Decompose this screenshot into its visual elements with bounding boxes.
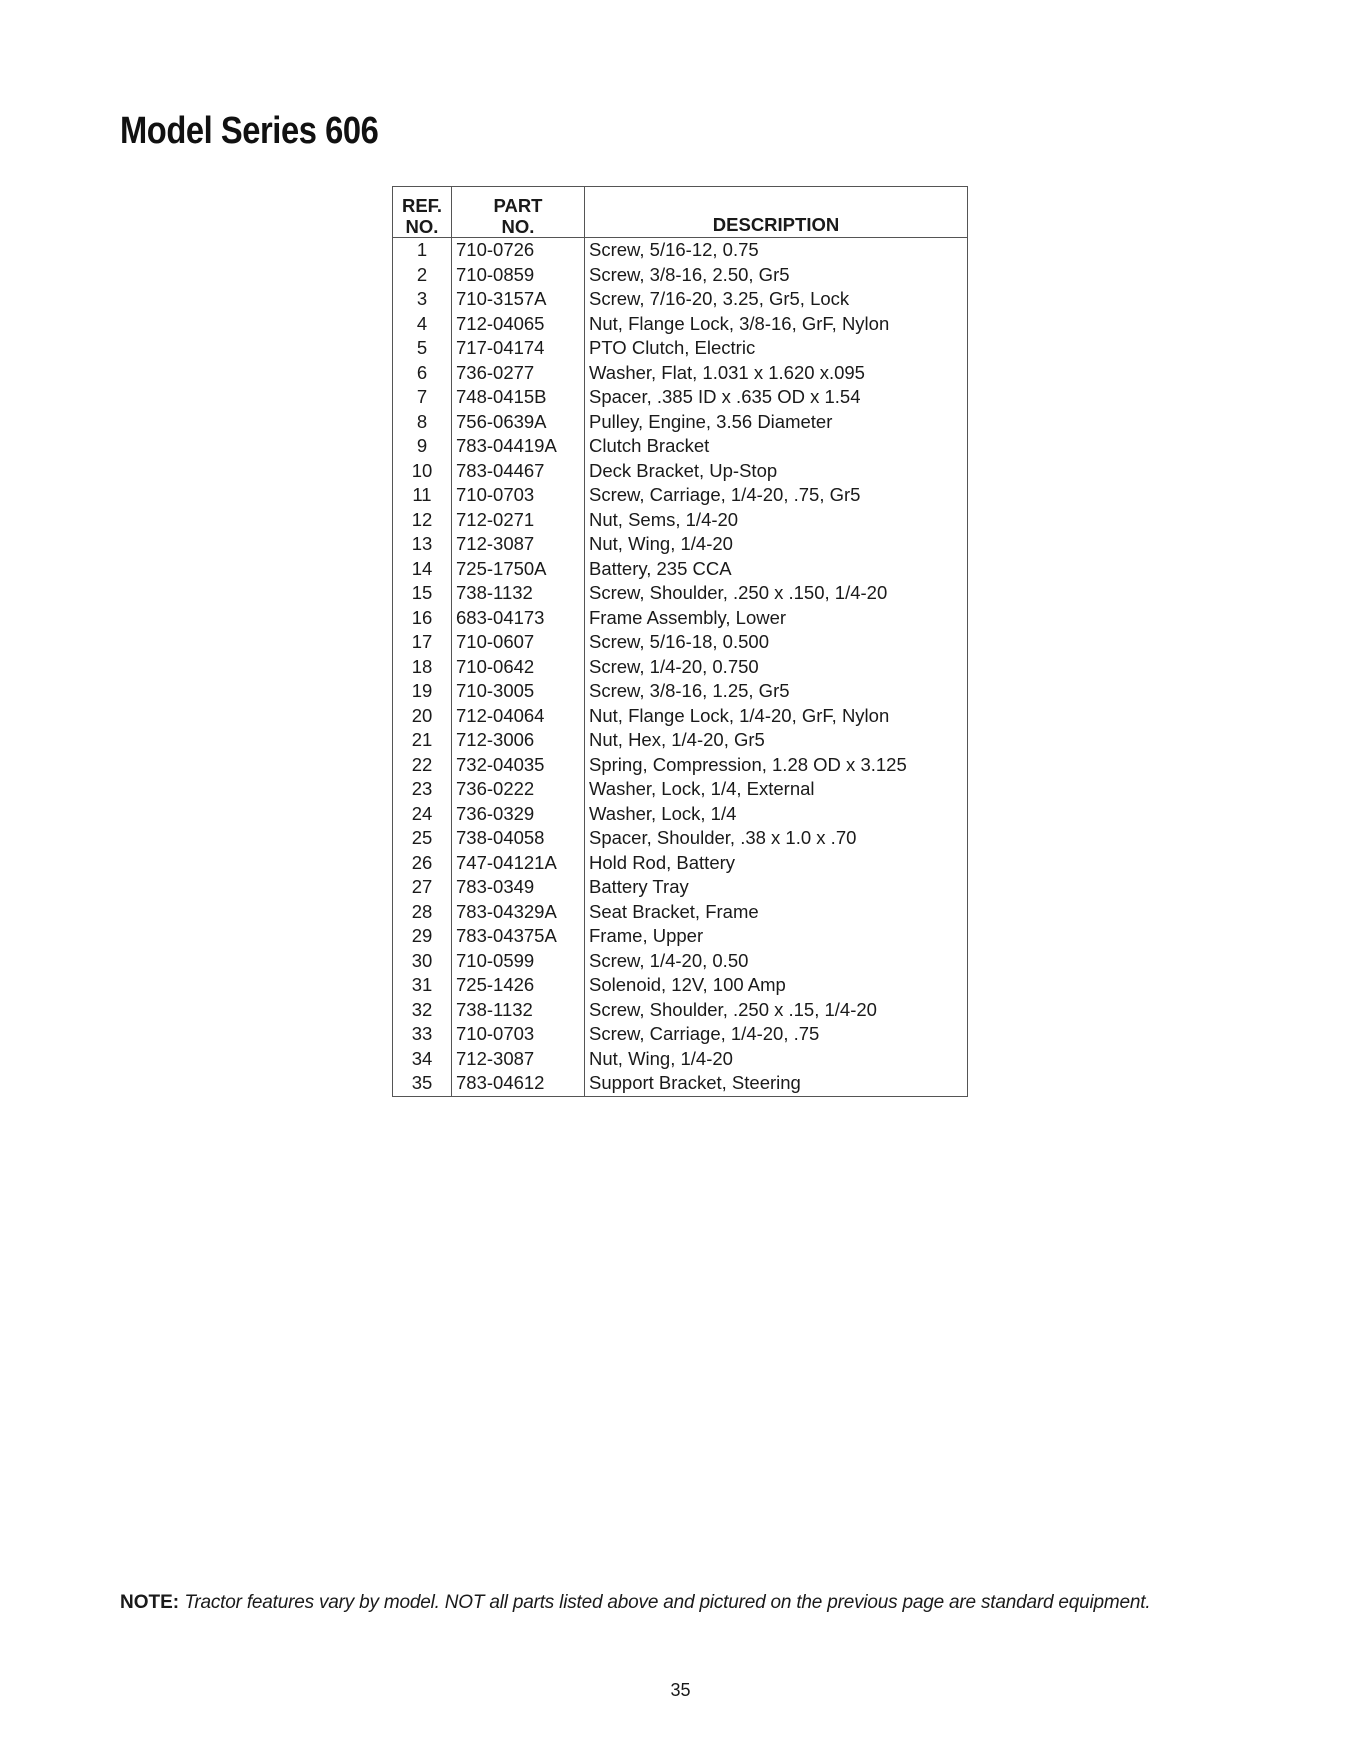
table-row: [393, 459, 968, 484]
table-row: [393, 777, 968, 802]
description-cell: Deck Bracket, Up-Stop: [589, 459, 778, 481]
description-cell: Nut, Hex, 1/4-20, Gr5: [589, 729, 765, 750]
part-no-header: [452, 187, 585, 238]
table-row: [393, 875, 968, 900]
table-row: [393, 924, 968, 949]
ref-no-cell: 18: [393, 655, 452, 680]
description-header: DESCRIPTION: [585, 187, 968, 238]
description-cell: Washer, Lock, 1/4: [589, 802, 737, 824]
description-cell: Screw, 7/16-20, 3.25, Gr5, Lock: [589, 288, 850, 309]
part-no-cell: 712-3087: [452, 1047, 585, 1072]
description-cell: Battery Tray: [589, 876, 689, 897]
table-row: [393, 826, 968, 851]
table-row: [393, 851, 968, 876]
parts-table-body: [393, 238, 968, 1097]
page-title: Model Series 606: [120, 110, 379, 152]
table-row: [393, 361, 968, 386]
part-no-cell: 736-0222: [452, 777, 585, 802]
ref-no-cell: 29: [393, 924, 452, 949]
part-no-cell: 725-1750A: [452, 557, 585, 582]
description-cell: Nut, Wing, 1/4-20: [589, 533, 733, 554]
description-cell: Spring, Compression, 1.28 OD x 3.125: [589, 753, 907, 775]
ref-no-cell: 19: [393, 679, 452, 704]
part-no-cell: 710-0726: [452, 238, 585, 263]
table-row: [393, 1047, 968, 1072]
table-row: [393, 1022, 968, 1047]
table-row: [393, 287, 968, 312]
description-cell: Screw, 1/4-20, 0.50: [589, 949, 749, 971]
description-cell: PTO Clutch, Electric: [589, 337, 756, 358]
table-row: [393, 434, 968, 459]
description-cell: Screw, Carriage, 1/4-20, .75: [589, 1023, 820, 1044]
ref-no-cell: 14: [393, 557, 452, 582]
ref-no-cell: 7: [393, 385, 452, 410]
table-row: [393, 973, 968, 998]
footer-note: [120, 1592, 1150, 1614]
ref-header-line2: NO.: [405, 216, 439, 237]
part-no-cell: 736-0277: [452, 361, 585, 386]
table-row: [393, 998, 968, 1023]
part-no-cell: 783-04612: [452, 1071, 585, 1096]
description-cell: Nut, Flange Lock, 1/4-20, GrF, Nylon: [589, 704, 890, 726]
part-no-cell: 738-1132: [452, 998, 585, 1023]
note-text: Tractor features vary by model. NOT all parts listed above and pictured on the previous page are standard equipment.: [184, 1592, 1151, 1613]
part-no-cell: 712-0271: [452, 508, 585, 533]
ref-no-cell: 5: [393, 336, 452, 361]
table-header-row: [393, 187, 968, 238]
part-no-cell: 738-1132: [452, 581, 585, 606]
ref-no-cell: 31: [393, 973, 452, 998]
part-no-cell: 710-3157A: [452, 287, 585, 312]
part-no-cell: 712-04064: [452, 704, 585, 729]
description-cell: Screw, 5/16-18, 0.500: [589, 631, 769, 652]
part-no-cell: 783-04375A: [452, 924, 585, 949]
description-cell: Battery, 235 CCA: [589, 557, 732, 579]
ref-no-cell: 34: [393, 1047, 452, 1072]
ref-no-cell: 17: [393, 630, 452, 655]
part-no-cell: 756-0639A: [452, 410, 585, 435]
ref-no-cell: 2: [393, 263, 452, 288]
description-cell: Pulley, Engine, 3.56 Diameter: [589, 410, 833, 432]
description-cell: Solenoid, 12V, 100 Amp: [589, 974, 786, 995]
ref-no-cell: 16: [393, 606, 452, 631]
description-cell: Frame, Upper: [589, 925, 704, 946]
part-no-cell: 783-04467: [452, 459, 585, 484]
description-cell: Screw, Shoulder, .250 x .150, 1/4-20: [589, 582, 888, 603]
table-row: [393, 704, 968, 729]
ref-header-line1: REF.: [401, 195, 443, 216]
part-no-cell: 710-3005: [452, 679, 585, 704]
ref-no-cell: 4: [393, 312, 452, 337]
ref-no-cell: 9: [393, 434, 452, 459]
table-row: [393, 949, 968, 974]
description-cell: Screw, 3/8-16, 1.25, Gr5: [589, 680, 790, 701]
description-cell: Support Bracket, Steering: [589, 1072, 801, 1093]
description-cell: Screw, Shoulder, .250 x .15, 1/4-20: [589, 998, 877, 1020]
table-row: [393, 1071, 968, 1096]
table-row: [393, 581, 968, 606]
ref-no-cell: 28: [393, 900, 452, 925]
description-cell: Nut, Flange Lock, 3/8-16, GrF, Nylon: [589, 312, 890, 334]
description-cell: Screw, Carriage, 1/4-20, .75, Gr5: [589, 484, 861, 505]
part-no-cell: 710-0642: [452, 655, 585, 680]
ref-no-cell: 12: [393, 508, 452, 533]
table-row: [393, 336, 968, 361]
part-no-cell: 725-1426: [452, 973, 585, 998]
note-label: NOTE:: [120, 1592, 180, 1613]
ref-no-cell: 21: [393, 728, 452, 753]
table-row: [393, 385, 968, 410]
table-row: [393, 557, 968, 582]
description-cell: Screw, 5/16-12, 0.75: [589, 239, 759, 260]
description-cell: Washer, Lock, 1/4, External: [589, 778, 815, 799]
part-no-cell: 712-3087: [452, 532, 585, 557]
ref-no-cell: 25: [393, 826, 452, 851]
part-no-cell: 783-04419A: [452, 434, 585, 459]
ref-no-cell: 33: [393, 1022, 452, 1047]
ref-no-cell: 6: [393, 361, 452, 386]
ref-no-cell: 27: [393, 875, 452, 900]
ref-no-cell: 8: [393, 410, 452, 435]
part-header-line1: PART: [493, 195, 543, 216]
description-cell: Spacer, Shoulder, .38 x 1.0 x .70: [589, 827, 857, 848]
description-cell: Nut, Wing, 1/4-20: [589, 1047, 733, 1069]
part-no-cell: 683-04173: [452, 606, 585, 631]
table-row: [393, 630, 968, 655]
part-no-cell: 712-04065: [452, 312, 585, 337]
part-no-cell: 710-0859: [452, 263, 585, 288]
description-cell: Screw, 3/8-16, 2.50, Gr5: [589, 263, 790, 285]
table-row: [393, 508, 968, 533]
part-no-cell: 748-0415B: [452, 385, 585, 410]
table-row: [393, 312, 968, 337]
table-row: [393, 753, 968, 778]
part-no-cell: 732-04035: [452, 753, 585, 778]
part-header-line2: NO.: [501, 216, 535, 237]
ref-no-cell: 22: [393, 753, 452, 778]
ref-no-cell: 13: [393, 532, 452, 557]
table-row: [393, 679, 968, 704]
table-row: [393, 655, 968, 680]
part-no-cell: 783-04329A: [452, 900, 585, 925]
part-no-cell: 710-0607: [452, 630, 585, 655]
table-row: [393, 728, 968, 753]
part-no-cell: 710-0703: [452, 1022, 585, 1047]
ref-no-cell: 23: [393, 777, 452, 802]
description-cell: Seat Bracket, Frame: [589, 900, 759, 922]
ref-no-cell: 11: [393, 483, 452, 508]
ref-no-cell: 26: [393, 851, 452, 876]
ref-no-cell: 15: [393, 581, 452, 606]
part-no-cell: 738-04058: [452, 826, 585, 851]
part-no-cell: 712-3006: [452, 728, 585, 753]
table-row: [393, 410, 968, 435]
description-cell: Frame Assembly, Lower: [589, 606, 787, 628]
table-row: [393, 532, 968, 557]
ref-no-cell: 32: [393, 998, 452, 1023]
parts-list-table: [392, 186, 968, 1097]
part-no-cell: 710-0703: [452, 483, 585, 508]
ref-no-cell: 10: [393, 459, 452, 484]
ref-no-cell: 20: [393, 704, 452, 729]
table-row: [393, 900, 968, 925]
description-cell: Nut, Sems, 1/4-20: [589, 508, 739, 530]
part-no-cell: 710-0599: [452, 949, 585, 974]
part-no-cell: 783-0349: [452, 875, 585, 900]
ref-no-header: [393, 187, 452, 238]
description-cell: Spacer, .385 ID x .635 OD x 1.54: [589, 386, 861, 407]
description-cell: Hold Rod, Battery: [589, 851, 736, 873]
table-row: [393, 606, 968, 631]
table-row: [393, 802, 968, 827]
description-cell: Screw, 1/4-20, 0.750: [589, 655, 759, 677]
ref-no-cell: 1: [393, 238, 452, 263]
part-no-cell: 717-04174: [452, 336, 585, 361]
part-no-cell: 747-04121A: [452, 851, 585, 876]
description-cell: Washer, Flat, 1.031 x 1.620 x.095: [589, 361, 865, 383]
table-row: [393, 483, 968, 508]
part-no-cell: 736-0329: [452, 802, 585, 827]
ref-no-cell: 35: [393, 1071, 452, 1096]
ref-no-cell: 24: [393, 802, 452, 827]
table-row: [393, 238, 968, 263]
ref-no-cell: 30: [393, 949, 452, 974]
table-row: [393, 263, 968, 288]
ref-no-cell: 3: [393, 287, 452, 312]
page-number: 35: [670, 1680, 691, 1700]
description-cell: Clutch Bracket: [589, 435, 710, 456]
